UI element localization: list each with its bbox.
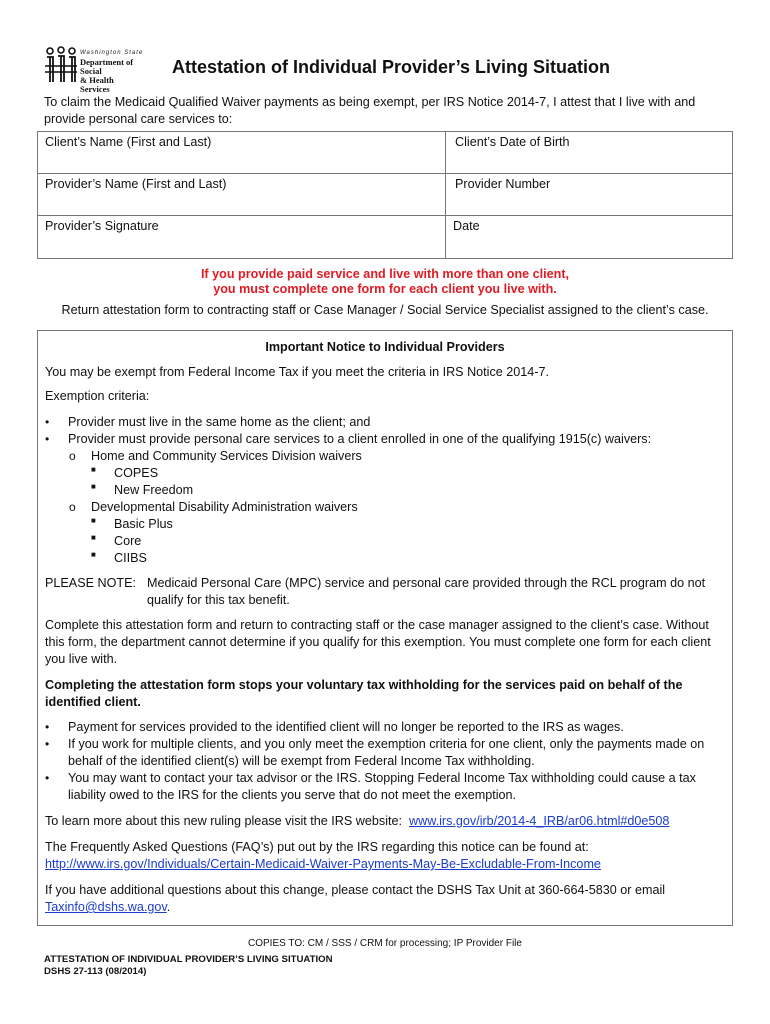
waiver-item: Core	[114, 534, 142, 548]
circle-bullet-icon: o	[69, 449, 76, 463]
square-bullet-icon: ■	[91, 533, 96, 542]
criteria-label: Exemption criteria:	[45, 389, 150, 403]
faq-link[interactable]: http://www.irs.gov/Individuals/Certain-Medicaid-Waiver-Payments-May-Be-Excludable-From-Income	[45, 857, 601, 871]
exempt-text: You may be exempt from Federal Income Tax if you meet the criteria in IRS Notice 2014-7.	[45, 365, 549, 379]
withholding-stop-text: Completing the attestation form stops your voluntary tax withholding for the services paid on behalf of the identified client.	[45, 678, 683, 709]
please-note-line1: Medicaid Personal Care (MPC) service and personal care provided through the RCL program do not	[147, 576, 706, 590]
consequence-item: If you work for multiple clients, and you only meet the exemption criteria for one client, only the payments made on behalf of the identified client(s) will be exempt from Federal Income Tax withholding.	[68, 737, 705, 768]
irs-website-link[interactable]: www.irs.gov/irb/2014-4_IRB/ar06.html#d0e508	[409, 814, 670, 828]
consequence-item: You may want to contact your tax advisor or the IRS. Stopping Federal Income Tax withholding could cause a tax liability owed to the IRS for the clients you serve that do not meet the exemption.	[68, 771, 696, 802]
copies-to: COPIES TO: CM / SSS / CRM for processing; IP Provider File	[248, 938, 522, 949]
return-instructions: Return attestation form to contracting staff or Case Manager / Social Service Specialist assigned to the client’s case.	[61, 303, 709, 317]
notice-title: Important Notice to Individual Providers	[265, 340, 505, 354]
important-notice-box	[37, 330, 733, 926]
faq-text: The Frequently Asked Questions (FAQ’s) put out by the IRS regarding this notice can be found at:	[45, 840, 589, 854]
bullet-icon: •	[45, 415, 50, 429]
warning-line1: If you provide paid service and live with more than one client,	[200, 267, 570, 281]
intro-text: To claim the Medicaid Qualified Waiver payments as being exempt, per IRS Notice 2014-7, I attest that I live with and provide personal care services to:	[44, 95, 696, 126]
provider-number-field[interactable]: Provider Number	[455, 177, 551, 191]
criteria-item: Provider must provide personal care services to a client enrolled in one of the qualifying 1915(c) waivers:	[68, 432, 652, 446]
consequence-item: Payment for services provided to the identified client will no longer be reported to the IRS as wages.	[68, 720, 624, 734]
multiple-client-warning	[40, 267, 730, 297]
please-note-line2: qualify for this tax benefit.	[147, 593, 290, 607]
square-bullet-icon: ■	[91, 465, 96, 474]
square-bullet-icon: ■	[91, 550, 96, 559]
client-name-field[interactable]: Client’s Name (First and Last)	[45, 135, 212, 149]
logo-dept-line1: Department of Social	[80, 57, 134, 76]
people-logo-icon	[44, 46, 78, 84]
dshs-logo	[44, 46, 144, 94]
warning-line2: you must complete one form for each client you live with.	[213, 282, 557, 296]
logo-state-text: Washington State	[80, 50, 144, 56]
provider-form-table	[37, 131, 733, 259]
square-bullet-icon: ■	[91, 482, 96, 491]
provider-signature-field[interactable]: Provider’s Signature	[45, 219, 159, 233]
waiver-item: COPES	[114, 466, 159, 480]
waiver-group: Home and Community Services Division waivers	[91, 449, 362, 463]
date-field[interactable]: Date	[453, 219, 480, 233]
bullet-icon: •	[45, 720, 50, 734]
please-note-label: PLEASE NOTE:	[45, 576, 136, 590]
learn-more-text: To learn more about this new ruling please visit the IRS website:	[45, 814, 403, 828]
bullet-icon: •	[45, 432, 50, 446]
page-title: Attestation of Individual Provider’s Living Situation	[172, 57, 611, 77]
footer-form-title: ATTESTATION OF INDIVIDUAL PROVIDER’S LIVING SITUATION	[44, 954, 333, 965]
footer-form-number: DSHS 27-113 (08/2014)	[44, 966, 147, 977]
email-suffix: .	[166, 900, 171, 914]
logo-department-text	[80, 58, 144, 94]
criteria-item: Provider must live in the same home as the client; and	[68, 415, 371, 429]
learn-more-line	[45, 813, 669, 830]
contact-text: If you have additional questions about this change, please contact the DSHS Tax Unit at 360-664-5830 or email	[45, 883, 666, 897]
circle-bullet-icon: o	[69, 500, 76, 514]
bullet-icon: •	[45, 737, 50, 751]
email-line	[45, 899, 170, 916]
waiver-group: Developmental Disability Administration waivers	[91, 500, 358, 514]
table-column-divider	[445, 132, 446, 258]
complete-form-text: Complete this attestation form and return to contracting staff or the case manager assigned to the client’s case. Without this form, the department cannot determine if you qualify for this exemption. You must complete one form for each client you live with.	[45, 618, 711, 666]
waiver-item: CIIBS	[114, 551, 147, 565]
form-footer	[44, 954, 333, 978]
provider-name-field[interactable]: Provider’s Name (First and Last)	[45, 177, 227, 191]
waiver-item: New Freedom	[114, 483, 194, 497]
email-link[interactable]: Taxinfo@dshs.wa.gov	[45, 900, 167, 914]
square-bullet-icon: ■	[91, 516, 96, 525]
table-divider	[38, 173, 732, 174]
logo-dept-line2: & Health Services	[80, 75, 114, 94]
bullet-icon: •	[45, 771, 50, 785]
waiver-item: Basic Plus	[114, 517, 173, 531]
client-dob-field[interactable]: Client’s Date of Birth	[455, 135, 570, 149]
table-divider	[38, 215, 732, 216]
